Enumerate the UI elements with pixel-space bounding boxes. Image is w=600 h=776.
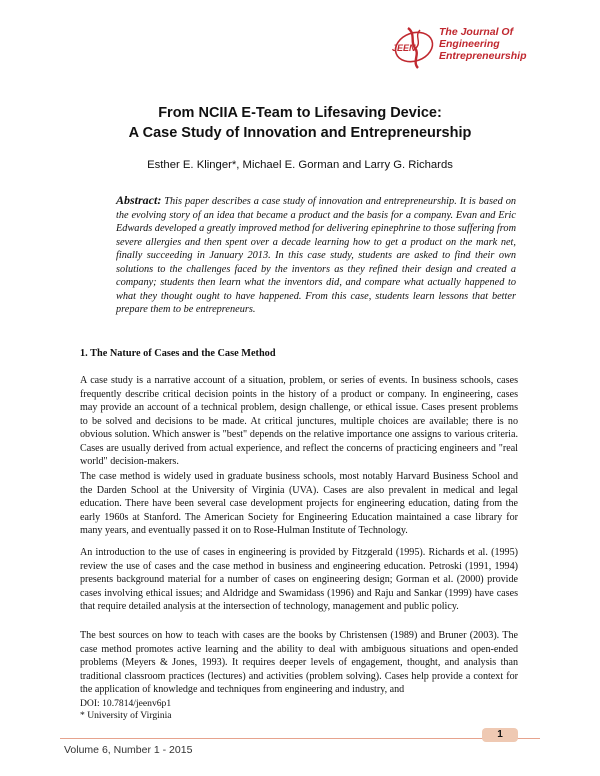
paper-title (0, 103, 600, 143)
doi: DOI: 10.7814/jeenv6p1 (80, 698, 172, 709)
journal-logo (388, 24, 528, 70)
paragraph-4: The best sources on how to teach with cases are the books by Christensen (1989) and Bruner (2003). The case method promotes active learning and the ability to deal with ambiguous situations and open-ended problems (Meyers & Jones, 1993). It requires deeper levels of engagement, thought, and analysis than traditional classroom practices (lectures) and activities (problem solving). Cases help provide a context for the application of knowledge and techniques from engineering and industry, and (80, 630, 518, 695)
abstract (116, 194, 516, 317)
logo-mark: JEEN (392, 43, 416, 53)
paragraph-1: A case study is a narrative account of a situation, problem, or series of events. In business schools, cases frequently describe critical decision points in the history of a product or company. In engineering, cases may provide an account of a technical problem, design challenge, or ethical issue. Cases present problems to be solved and decisions to be made. At critical junctures, multiple choices are available; there is no obvious solution. Which answer is "best" depends on the relative importance one assigns to various criteria. Cases are usually derived from actual experience, and reflect the concerns of practicing engineers and "real world" decision-makers. (80, 375, 518, 467)
abstract-text: This paper describes a case study of innovation and entrepreneurship. It is based on the evolving story of an idea that became a product and the basis for a company. Evan and Eric Edwards developed a greatly improved method for delivering epinephrine to those suffering from severe allergies and then spent over a decade learning how to get a product on the mark net, finally succeeding in January 2013. In this case study, students are asked to find their own solutions to the challenges faced by the inventors as they refined their design and created a company; students then learn what the inventors did, and compare what actually happened to what they thought ought to have happened. From this case, students learn lessons that better prepare them to be entrepreneurs. (116, 196, 516, 315)
journal-name-line2: Engineering (439, 38, 500, 50)
footer-divider (60, 738, 540, 739)
author-list: Esther E. Klinger*, Michael E. Gorman and Larry G. Richards (147, 159, 453, 171)
journal-name-line3: Entrepreneurship (439, 50, 527, 62)
section-heading: 1. The Nature of Cases and the Case Method (80, 348, 276, 359)
paragraph-2: The case method is widely used in graduate business schools, most notably Harvard Business School and the Darden School at the University of Virginia (UVA). Cases are also prevalent in medical and legal education. There have been several case development projects for engineering education, dating from the early 1960s at Stanford. The American Society for Engineering Education maintained a case library for many years, and eventually passed it on to Rose-Hulman Institute of Technology. (80, 471, 518, 536)
title-line-1: From NCIIA E-Team to Lifesaving Device: (158, 105, 442, 121)
abstract-label: Abstract: (116, 193, 162, 207)
page-number: 1 (497, 729, 503, 740)
volume-info: Volume 6, Number 1 - 2015 (64, 744, 193, 756)
journal-emblem-icon (388, 24, 438, 70)
affiliation-footnote: * University of Virginia (80, 710, 172, 721)
journal-name-line1: The Journal Of (439, 26, 514, 38)
title-line-2: A Case Study of Innovation and Entrepreneurship (128, 125, 472, 141)
paragraph-3: An introduction to the use of cases in engineering is provided by Fitzgerald (1995). Richards et al. (1995) review the use of cases and the case method in business and engineering education. Petroski (1991, 1994) presents background material for a number of cases on engineering design; Gorman et al. (2000) provide cases involving ethical issues; and Aldridge and Swamidass (1996) and Raju and Sankar (1999) have cases that require detailed analysis at the intersection of technology, management and public policy. (80, 547, 518, 612)
footnotes (80, 698, 172, 722)
